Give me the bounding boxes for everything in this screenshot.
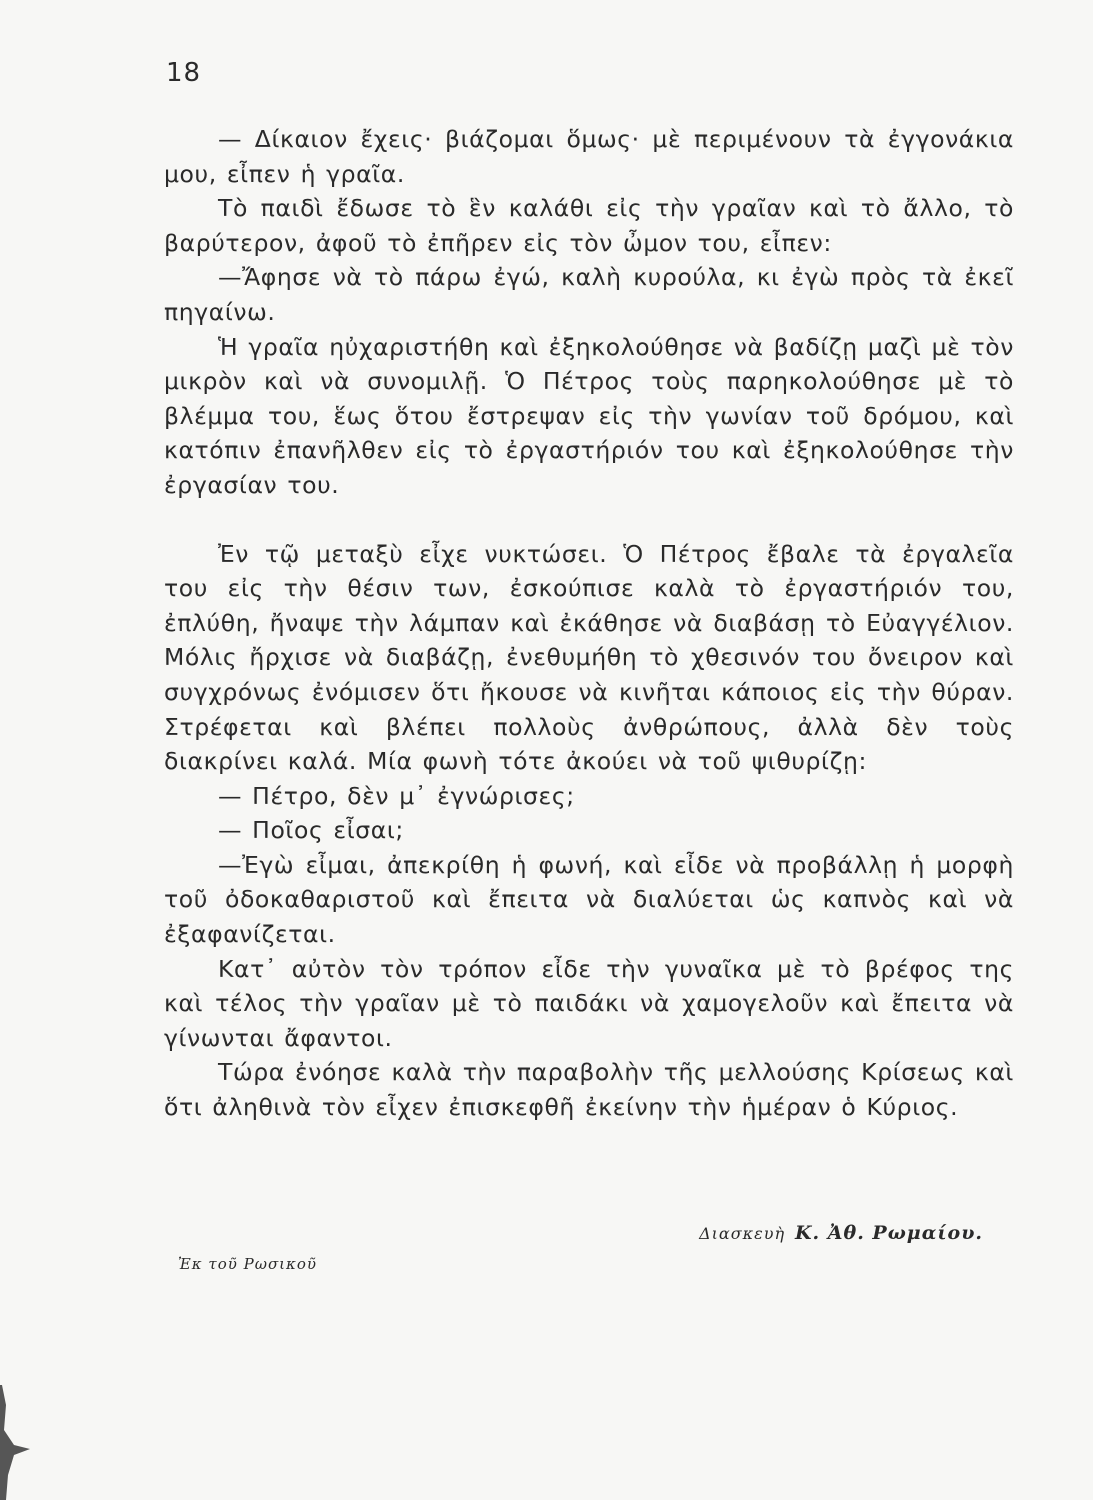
body-text [164,122,1014,1125]
paragraph: Ἐν τῷ μεταξὺ εἶχε νυκτώσει. Ὁ Πέτρος ἔβαλε τὰ ἐργαλεῖα του εἰς τὴν θέσιν των, ἐσκούπισε καλὰ τὸ ἐργαστήριόν του, ἐπλύθη, ἤναψε τὴν λάμπαν καὶ ἐκάθησε νὰ διαβάσῃ τὸ Εὐαγγέλιον. Μόλις ἤρχισε νὰ διαβάζῃ, ἐνεθυμήθη τὸ χθεσινόν του ὄνειρον καὶ συγχρόνως ἐνόμισεν ὅτι ἤκουσε νὰ κινῆται κάποιος εἰς τὴν θύραν. Στρέφεται καὶ βλέπει πολλοὺς ἀνθρώπους, ἀλλὰ δὲν τοὺς διακρίνει καλά. Μία φωνὴ τότε ἀκούει νὰ τοῦ ψιθυρίζῃ: [164,539,1014,776]
paragraph: Ἡ γραῖα ηὐχαριστήθη καὶ ἐξηκολούθησε νὰ βαδίζῃ μαζὶ μὲ τὸν μικρὸν καὶ νὰ συνομιλῇ. Ὁ Πέτρος τοὺς παρηκολούθησε μὲ τὸ βλέμμα του, ἕως ὅτου ἔστρεψαν εἰς τὴν γωνίαν τοῦ δρόμου, καὶ κατόπιν ἐπανῆλθεν εἰς τὸ ἐργαστήριόν του καὶ ἐξηκολούθησε τὴν ἐργασίαν του. [164,332,1014,499]
source-note: Ἐκ τοῦ Ρωσικοῦ [178,1255,318,1273]
paragraph: —Ἐγὼ εἶμαι, ἀπεκρίθη ἡ φωνή, καὶ εἶδε νὰ προβάλλῃ ἡ μορφὴ τοῦ ὀδοκαθαριστοῦ καὶ ἔπειτα νὰ διαλύεται ὡς καπνὸς καὶ νὰ ἐξαφανίζεται. [164,850,1014,949]
binding-edge-mark [0,1385,40,1500]
paragraph: — Δίκαιον ἔχεις· βιάζομαι ὅμως· μὲ περιμένουν τὰ ἐγγονάκια μου, εἶπεν ἡ γραῖα. [164,125,1014,188]
paragraph: — Ποῖος εἶσαι; [218,816,404,845]
paragraph: Τὸ παιδὶ ἔδωσε τὸ ἓν καλάθι εἰς τὴν γραῖαν καὶ τὸ ἄλλο, τὸ βαρύτερον, ἀφοῦ τὸ ἐπῆρεν εἰς τὸν ὦμον του, εἶπεν: [164,194,1014,257]
signature [699,1222,983,1244]
paragraph: Κατ᾽ αὐτὸν τὸν τρόπον εἶδε τὴν γυναῖκα μὲ τὸ βρέφος της καὶ τέλος τὴν γραῖαν μὲ τὸ παιδάκι νὰ χαμογελοῦν καὶ ἔπειτα νὰ γίνωνται ἄφαντοι. [164,954,1014,1052]
paragraph: — Πέτρο, δὲν μ᾽ ἐγνώρισες; [218,781,575,810]
page-number: 18 [166,58,202,88]
paragraph: —Ἄφησε νὰ τὸ πάρω ἐγώ, καλὴ κυρούλα, κι ἐγὼ πρὸς τὰ ἐκεῖ πηγαίνω. [164,263,1014,326]
paragraph: Τώρα ἐνόησε καλὰ τὴν παραβολὴν τῆς μελλούσης Κρίσεως καὶ ὅτι ἀληθινὰ τὸν εἶχεν ἐπισκεφθῆ ἐκείνην τὴν ἡμέραν ὁ Κύριος. [164,1058,1014,1122]
signature-name: Κ. Ἀθ. Ρωμαίου. [795,1222,983,1244]
signature-lead: Διασκευὴ [699,1224,786,1243]
